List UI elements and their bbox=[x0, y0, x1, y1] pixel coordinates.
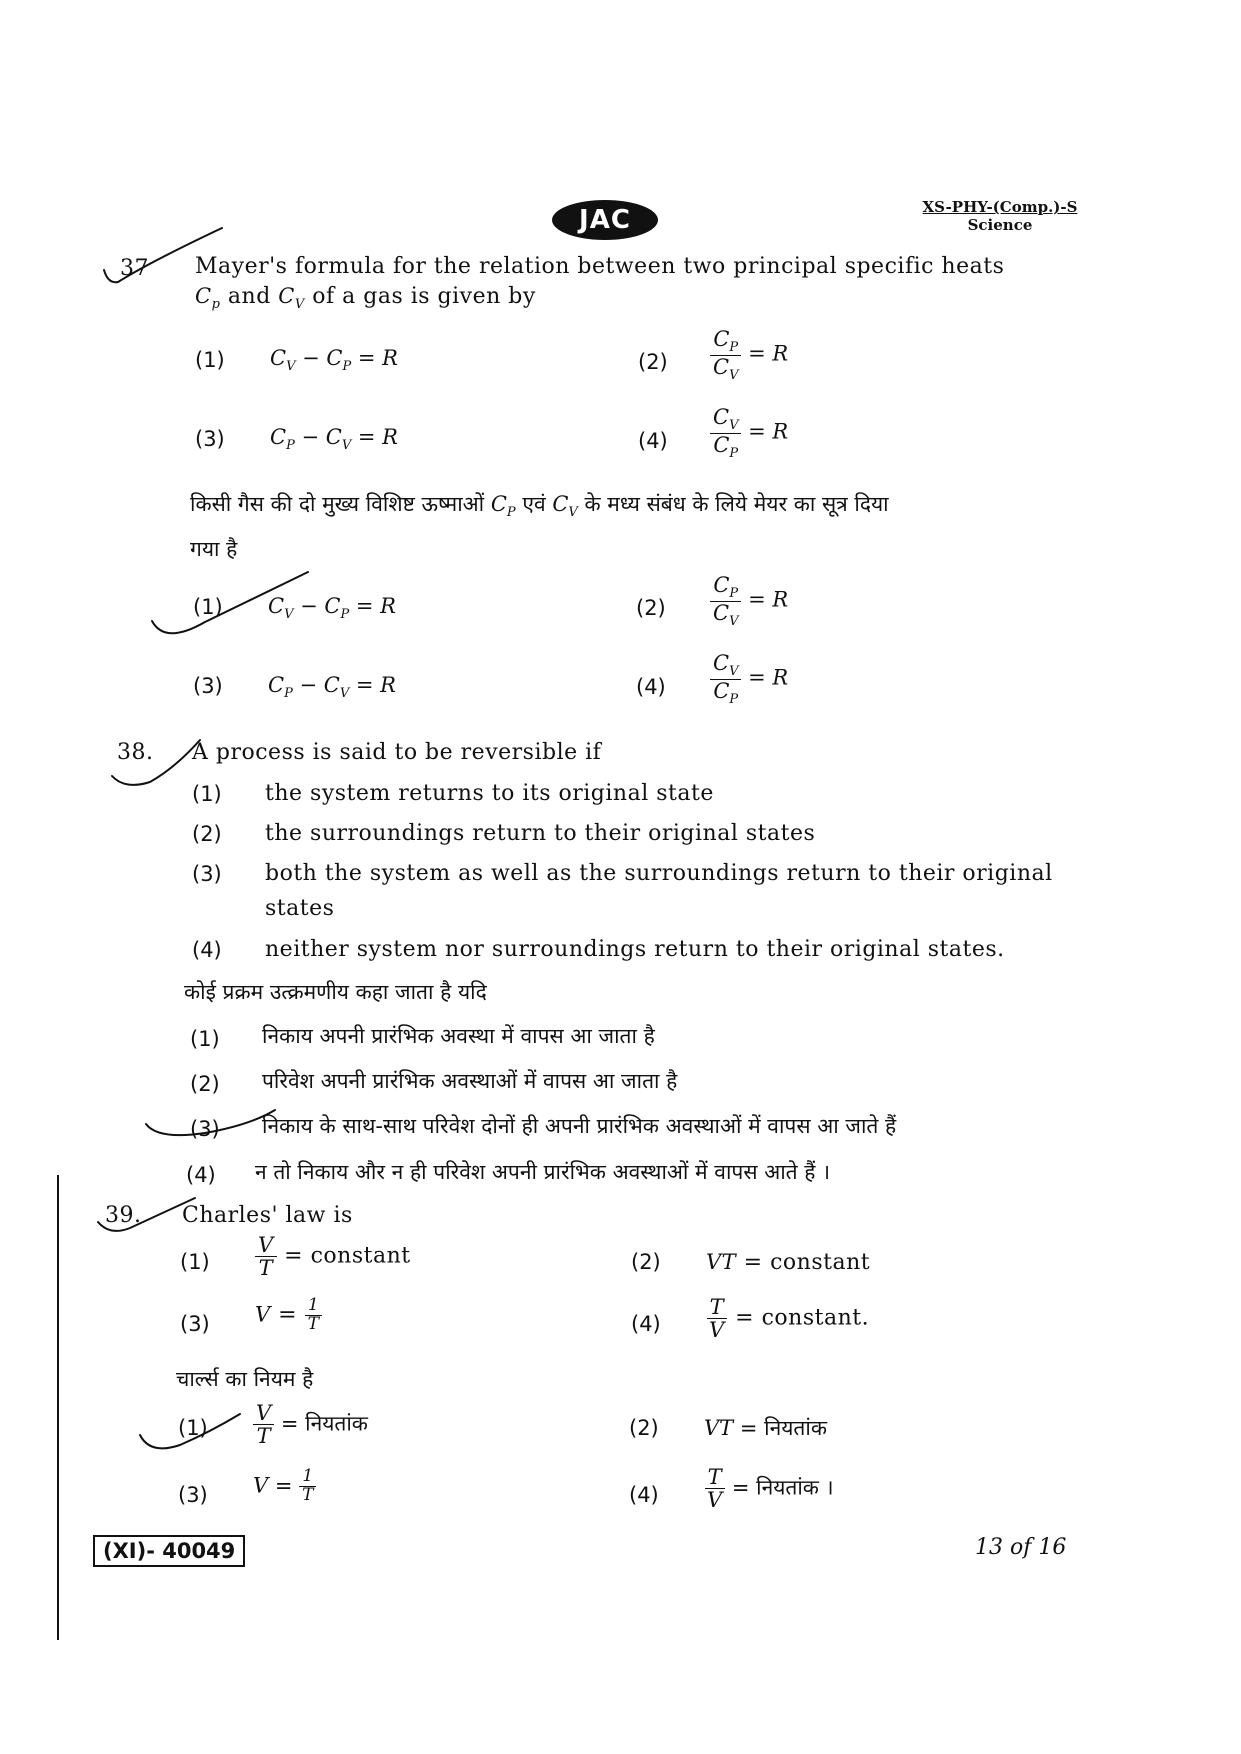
q37-opt4-formula: $\frac{C_V}{C_P}$ = R bbox=[710, 406, 788, 460]
q37-hi-opt3-label: (3) bbox=[193, 674, 223, 698]
q38-hi-opt4: न तो निकाय और न ही परिवेश अपनी प्रारंभिक अवस्थाओं में वापस आते हैं । bbox=[255, 1160, 831, 1184]
q37-question-line2: $C_p$ and $C_V$ of a gas is given by bbox=[195, 284, 536, 312]
q38-hi-opt1-label: (1) bbox=[190, 1027, 220, 1051]
q39-opt2-label: (2) bbox=[631, 1250, 661, 1274]
q39-hi-opt3: V = $\frac{1}{T}$ bbox=[253, 1468, 316, 1505]
paper-code-header bbox=[905, 198, 1095, 234]
q37-hi-opt1-formula: $C_V - C_P = R$ bbox=[268, 594, 396, 622]
q38-hi-opt1: निकाय अपनी प्रारंभिक अवस्था में वापस आ जाता है bbox=[262, 1024, 655, 1048]
q37-number: 37 bbox=[120, 256, 149, 281]
q37-hi-opt1-label: (1) bbox=[193, 595, 223, 619]
q37-opt3-label: (3) bbox=[195, 427, 225, 451]
q38-opt2-label: (2) bbox=[192, 822, 222, 846]
paper-code-box: (XI)- 40049 bbox=[93, 1535, 245, 1567]
q39-hi-opt4: $\frac{T}{V}$ = नियतांक । bbox=[704, 1466, 834, 1511]
q37-opt4-label: (4) bbox=[638, 429, 668, 453]
q38-opt1-label: (1) bbox=[192, 782, 222, 806]
q39-hindi-question: चार्ल्स का नियम है bbox=[176, 1367, 314, 1391]
q39-opt1-constant: constant bbox=[310, 1243, 411, 1269]
q37-opt2-formula: $\frac{C_P}{C_V}$ = R bbox=[710, 328, 788, 382]
q37-question-tail: of a gas is given by bbox=[312, 284, 536, 309]
q39-hi-opt2-label: (2) bbox=[629, 1416, 659, 1440]
q38-hindi-question: कोई प्रक्रम उत्क्रमणीय कहा जाता है यदि bbox=[184, 980, 487, 1004]
q39-opt2-constant: constant bbox=[770, 1250, 871, 1275]
paper-code-line2: Science bbox=[967, 216, 1033, 234]
q38-hi-opt2-label: (2) bbox=[190, 1072, 220, 1096]
q37-hindi-end: के मध्य संबंध के लिये मेयर का सूत्र दिया bbox=[584, 492, 889, 516]
q37-and: and bbox=[227, 284, 271, 309]
q38-opt3-label: (3) bbox=[192, 862, 222, 886]
page-number: 13 of 16 bbox=[975, 1535, 1067, 1560]
q39-hi-opt2: VT = नियतांक bbox=[704, 1416, 827, 1440]
q37-opt1-formula: $C_V - C_P = R$ bbox=[270, 346, 398, 374]
q37-hindi-line1: किसी गैस की दो मुख्य विशिष्ट ऊष्माओं $C_P$ एवं $C_V$ के मध्य संबंध के लिये मेयर का सूत्र दिया bbox=[190, 492, 889, 520]
q38-question: A process is said to be reversible if bbox=[192, 740, 602, 765]
q39-hi-opt1-constant: नियतांक bbox=[305, 1411, 368, 1436]
q38-opt1: the system returns to its original state bbox=[265, 781, 714, 806]
q39-hi-opt3-label: (3) bbox=[178, 1483, 208, 1507]
q37-opt1-label: (1) bbox=[195, 348, 225, 372]
q37-hi-opt4-formula: $\frac{C_V}{C_P}$ = R bbox=[710, 652, 788, 706]
q39-opt4-constant: constant. bbox=[761, 1305, 870, 1331]
q37-hindi-start: किसी गैस की दो मुख्य विशिष्ट ऊष्माओं bbox=[190, 492, 485, 516]
q39-hi-opt4-constant: नियतांक । bbox=[756, 1475, 834, 1500]
jac-logo: JAC bbox=[552, 200, 658, 240]
q38-hi-opt3-label: (3) bbox=[190, 1117, 220, 1141]
paper-code-line1: XS-PHY-(Comp.)-S bbox=[922, 198, 1078, 216]
q37-hi-opt4-label: (4) bbox=[636, 675, 666, 699]
q38-number: 38. bbox=[117, 740, 154, 765]
q39-opt4-label: (4) bbox=[631, 1312, 661, 1336]
q37-opt2-label: (2) bbox=[638, 350, 668, 374]
q37-hi-opt2-label: (2) bbox=[636, 596, 666, 620]
q39-hi-opt4-label: (4) bbox=[629, 1483, 659, 1507]
q38-hi-opt4-label: (4) bbox=[186, 1163, 216, 1187]
q38-opt4: neither system nor surroundings return to their original states. bbox=[265, 937, 1005, 962]
q39-hi-opt1-label: (1) bbox=[178, 1416, 208, 1440]
q37-question-line1: Mayer's formula for the relation between two principal specific heats bbox=[195, 254, 1005, 279]
q39-opt2: VT = constant bbox=[706, 1250, 871, 1275]
q37-hindi-line2: गया है bbox=[190, 537, 238, 561]
q37-hi-opt2-formula: $\frac{C_P}{C_V}$ = R bbox=[710, 574, 788, 628]
q39-opt1: $\frac{V}{T}$ = constant bbox=[255, 1234, 411, 1279]
q38-hi-opt2: परिवेश अपनी प्रारंभिक अवस्थाओं में वापस आ जाता है bbox=[262, 1069, 678, 1093]
q38-opt2: the surroundings return to their original states bbox=[265, 821, 816, 846]
q38-opt4-label: (4) bbox=[192, 938, 222, 962]
q37-opt3-formula: $C_P - C_V = R$ bbox=[270, 425, 398, 453]
q37-hindi-and: एवं bbox=[522, 492, 546, 516]
q38-hi-opt3: निकाय के साथ-साथ परिवेश दोनों ही अपनी प्रारंभिक अवस्थाओं में वापस आ जाते हैं bbox=[262, 1114, 897, 1138]
q39-hi-opt2-constant: नियतांक bbox=[764, 1416, 827, 1440]
q39-opt3: V = $\frac{1}{T}$ bbox=[255, 1297, 322, 1334]
q39-opt4: $\frac{T}{V}$ = constant. bbox=[706, 1296, 869, 1341]
q39-number: 39. bbox=[105, 1203, 142, 1228]
q37-hi-opt3-formula: $C_P - C_V = R$ bbox=[268, 673, 396, 701]
q38-opt3: both the system as well as the surroundings return to their original bbox=[265, 861, 1053, 886]
q39-hi-opt1: $\frac{V}{T}$ = नियतांक bbox=[253, 1402, 368, 1447]
q39-opt3-label: (3) bbox=[180, 1312, 210, 1336]
q39-question: Charles' law is bbox=[182, 1203, 353, 1228]
q38-opt3-cont: states bbox=[265, 896, 335, 921]
q39-opt1-label: (1) bbox=[180, 1250, 210, 1274]
